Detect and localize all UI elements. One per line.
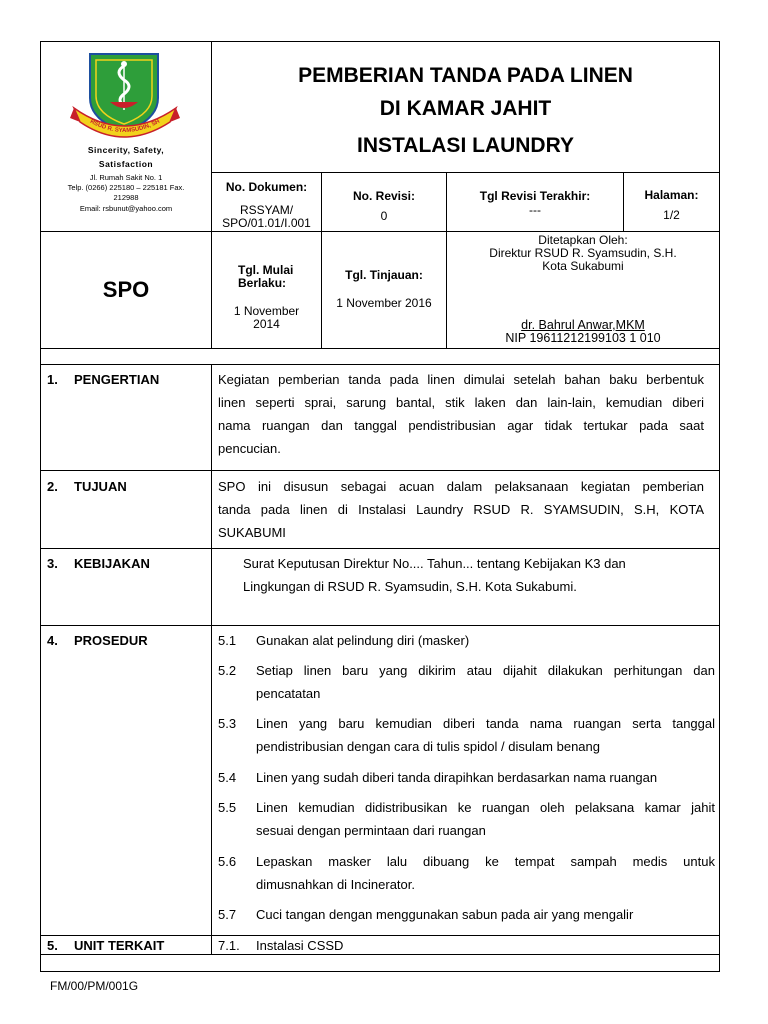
text-line: Kegiatan pemberian tanda pada linen dimulai setelah bahan baku berbentuk <box>218 372 704 387</box>
step-number: 5.2 <box>218 663 237 678</box>
kebijakan-text <box>243 552 703 598</box>
review-date-value: 1 November 2016 <box>336 296 432 310</box>
logo-motto-2: Satisfaction <box>98 159 154 169</box>
text-line: linen seperti sprai, sarung bantal, stik laken dan lain-lain, kemudian diberi <box>218 395 704 410</box>
text-line: SPO ini disusun sebagai acuan dalam pelaksanaan kegiatan pemberian <box>218 479 704 494</box>
section-number: 5. <box>47 938 58 953</box>
step-line: Setiap linen baru yang dikirim atau dijahit dilakukan perhitungan dan <box>256 663 715 678</box>
header-rule <box>40 348 720 349</box>
section-number: 3. <box>47 556 58 571</box>
step-text <box>256 850 715 896</box>
hospital-logo <box>70 48 180 140</box>
doc-no-value-1: RSSYAM/ <box>239 203 294 217</box>
step-line: Gunakan alat pelindung diri (masker) <box>256 633 470 648</box>
frame-bottom <box>40 971 720 972</box>
section-number: 1. <box>47 372 58 387</box>
text-line: Surat Keputusan Direktur No.... Tahun... tentang Kebijakan K3 dan <box>243 556 626 571</box>
approved-by-city: Kota Sukabumi <box>542 259 624 273</box>
section-number: 4. <box>47 633 58 648</box>
spacer-rule <box>40 364 720 365</box>
page-value: 1/2 <box>663 208 680 222</box>
section-rule <box>40 548 720 549</box>
section-rule <box>40 470 720 471</box>
review-date-label: Tgl. Tinjauan: <box>345 268 423 282</box>
logo-fax: 212988 <box>113 193 139 202</box>
section-rule <box>40 935 720 936</box>
doc-no-value-2: SPO/01.01/I.001 <box>222 216 311 230</box>
page-title-line-1: PEMBERIAN TANDA PADA LINEN <box>298 64 633 87</box>
step-text <box>256 629 715 652</box>
procedure-step <box>218 766 715 789</box>
revision-value: 0 <box>380 209 388 223</box>
section-label-kebijakan: KEBIJAKAN <box>74 556 150 571</box>
unit-number: 7.1. <box>218 938 240 953</box>
start-date-value-1: 1 November <box>233 304 300 318</box>
tujuan-text <box>218 475 704 544</box>
spo-label: SPO <box>102 277 150 302</box>
frame-left <box>40 41 41 972</box>
step-number: 5.5 <box>218 800 237 815</box>
header-rule <box>211 172 720 173</box>
procedure-step <box>218 659 715 705</box>
logo-email: Email: rsbunut@yahoo.com <box>79 204 173 213</box>
section-label-unit-terkait: UNIT TERKAIT <box>74 938 165 953</box>
frame-top <box>40 41 720 42</box>
step-line: sesuai dengan permintaan dari ruangan <box>256 823 486 838</box>
step-line: Lepaskan masker lalu dibuang ke tempat sampah medis untuk <box>256 854 715 869</box>
page-title-line-2: DI KAMAR JAHIT <box>379 97 552 120</box>
section-number: 2. <box>47 479 58 494</box>
doc-no-label: No. Dokumen: <box>225 180 308 194</box>
section-rule <box>40 625 720 626</box>
step-text <box>256 766 715 789</box>
last-revision-value: --- <box>529 203 541 217</box>
step-number: 5.7 <box>218 907 237 922</box>
pengertian-text <box>218 368 704 460</box>
form-code: FM/00/PM/001G <box>50 979 139 993</box>
body-divider <box>211 364 212 954</box>
header-rule <box>40 231 720 232</box>
logo-motto-1: Sincerity, Safety, <box>87 145 165 155</box>
section-label-prosedur: PROSEDUR <box>74 633 148 648</box>
text-line: SUKABUMI <box>218 525 286 540</box>
logo-phone: Telp. (0266) 225180 – 225181 Fax. <box>67 183 185 192</box>
step-line: pencatatan <box>256 686 321 701</box>
logo-ribbon-text: RSUD R. SYAMSUDIN, SH <box>88 118 161 135</box>
procedure-step <box>218 796 715 842</box>
step-number: 5.4 <box>218 770 237 785</box>
signer-name <box>447 318 719 332</box>
procedure-step <box>218 712 715 758</box>
procedure-step <box>218 903 715 926</box>
section-label-pengertian: PENGERTIAN <box>74 372 160 387</box>
step-line: Linen kemudian didistribusikan ke ruangan oleh pelaksana kamar jahit <box>256 800 715 815</box>
step-text <box>256 659 715 705</box>
signer-name-text: dr. Bahrul Anwar,MKM <box>521 318 645 332</box>
step-line: Linen yang baru kemudian diberi tanda nama ruangan serta tanggal <box>256 716 715 731</box>
step-number: 5.1 <box>218 633 237 648</box>
procedure-step <box>218 850 715 896</box>
step-line: pendistribusian dengan cara di tulis spidol / disulam benang <box>256 739 600 754</box>
page-label: Halaman: <box>644 188 699 202</box>
step-line: Cuci tangan dengan menggunakan sabun pada air yang mengalir <box>256 907 634 922</box>
step-text <box>256 903 715 926</box>
step-text <box>256 796 715 842</box>
step-number: 5.3 <box>218 716 237 731</box>
logo-address: Jl. Rumah Sakit No. 1 <box>89 173 163 182</box>
text-line: pencucian. <box>218 441 281 456</box>
approved-by: Ditetapkan Oleh: <box>538 233 628 247</box>
approved-by-title: Direktur RSUD R. Syamsudin, S.H. <box>489 246 677 260</box>
frame-right <box>719 41 720 972</box>
unit-name: Instalasi CSSD <box>256 938 344 953</box>
section-label-tujuan: TUJUAN <box>74 479 127 494</box>
start-date-label-1: Tgl. Mulai <box>238 263 294 277</box>
step-line: Linen yang sudah diberi tanda dirapihkan berdasarkan nama ruangan <box>256 770 658 785</box>
text-line: nama ruangan dan tanggal pendistribusian agar tidak tertukar pada saat <box>218 418 704 433</box>
start-date-label-2: Berlaku: <box>238 276 287 290</box>
last-revision-label: Tgl Revisi Terakhir: <box>479 189 591 203</box>
section-rule <box>40 954 720 955</box>
text-line: Lingkungan di RSUD R. Syamsudin, S.H. Kota Sukabumi. <box>243 579 577 594</box>
text-line: tanda pada linen di Instalasi Laundry RSUD R. SYAMSUDIN, S.H, KOTA <box>218 502 704 517</box>
step-text <box>256 712 715 758</box>
start-date-value-2: 2014 <box>253 317 280 331</box>
page-title-line-3: INSTALASI LAUNDRY <box>357 134 574 157</box>
signer-nip: NIP 19611212199103 1 010 <box>505 331 661 345</box>
revision-label: No. Revisi: <box>352 189 415 203</box>
step-line: dimusnahkan di Incinerator. <box>256 877 415 892</box>
step-number: 5.6 <box>218 854 237 869</box>
